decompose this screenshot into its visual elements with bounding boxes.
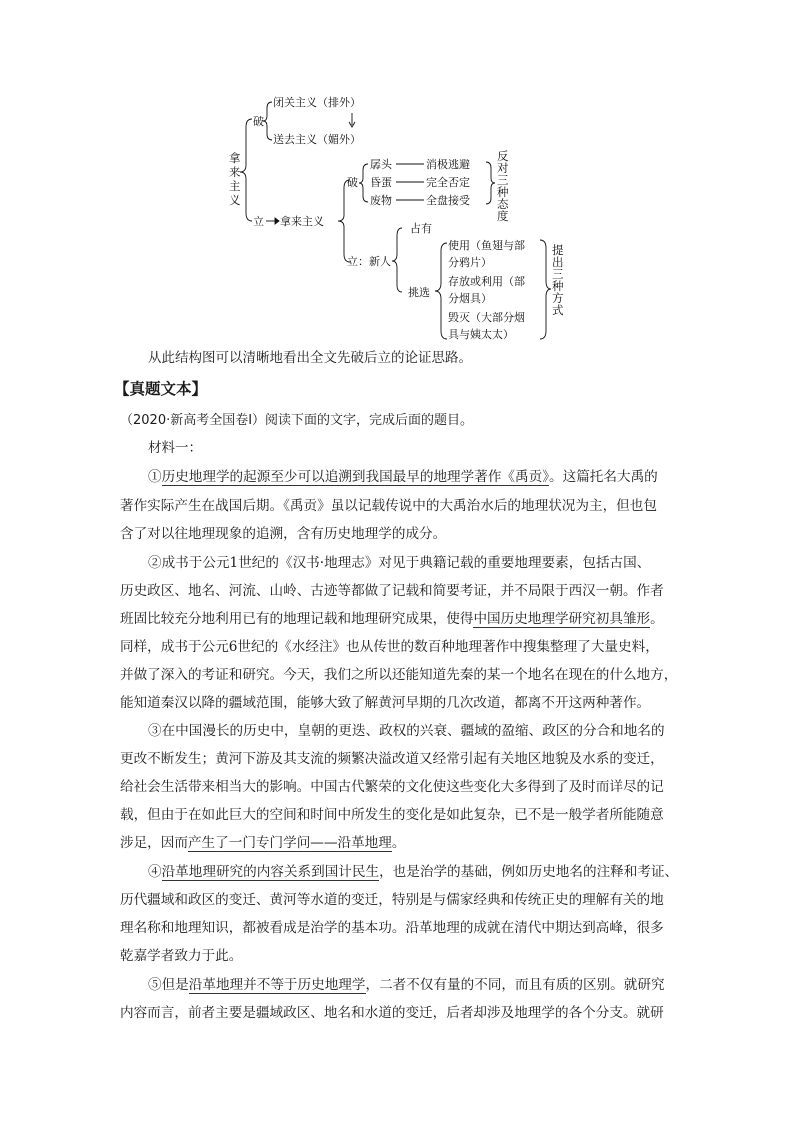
- root-char-4: 义: [229, 193, 241, 207]
- ways-c6: 式: [552, 303, 564, 317]
- r2a: 昏蛋: [370, 176, 392, 189]
- ways-c3: 三: [552, 267, 564, 281]
- opt3b: 具与姨太太）: [448, 328, 514, 341]
- att-c5: 态: [497, 197, 509, 211]
- p2-line-3: [120, 613, 664, 627]
- p5-underline: 沿革地理并不等于历史地理学: [188, 977, 366, 993]
- p3-line-4: 载，但由于在如此巨大的空间和时间中所发生的变化是如此复杂，已不是一般学者所能随意: [120, 807, 664, 823]
- att-c2: 对: [497, 161, 509, 175]
- att-c6: 度: [497, 209, 509, 223]
- root-brace: [240, 119, 252, 221]
- p1-line-3: 含了对以往地理现象的追溯，含有历史地理学的成分。: [120, 526, 447, 542]
- tiaoxuan-text: 挑选: [408, 286, 430, 299]
- biguan-text: 闭关主义（排外）: [273, 96, 361, 109]
- p1-line-2: 著作实际产生在战国后期。《禹贡》虽以记载传说中的大禹治水后的地理状况为主，但也包: [120, 498, 657, 514]
- nalai-brace: [338, 180, 350, 262]
- source-line: （2020·新高考全国卷Ⅰ）阅读下面的文字，完成后面的题目。: [120, 413, 474, 428]
- p2-line-5: 并做了深入的考证和研究。今天，我们之所以还能知道先秦的某一个地名在现在的什么地方，: [120, 667, 678, 683]
- material-label: 材料一：: [148, 440, 202, 456]
- po2-brace: [359, 164, 368, 202]
- p3-line-5: [120, 837, 405, 851]
- r1b: 消极逃避: [426, 158, 470, 171]
- p1-line-1: [148, 471, 658, 485]
- att-c1: 反: [497, 149, 509, 163]
- ways-c5: 方: [552, 291, 564, 305]
- li2-brace: [392, 228, 402, 292]
- p3-underline: 产生了一门专门学问——沿革地理: [187, 835, 392, 851]
- li-arrow-icon: [275, 218, 279, 224]
- opt2a: 存放或利用（部: [448, 275, 525, 288]
- p3-line-3: 给社会生活带来相当大的影响。中国古代繁荣的文化使这些变化大多得到了及时而详尽的记: [120, 779, 664, 795]
- p2-line-1: ②成书于公元1世纪的《汉书·地理志》对见于典籍记载的重要地理要素，包括古国、: [148, 555, 651, 571]
- p4-num: ④: [148, 864, 162, 880]
- p5-line-2: 内容而言，前者主要是疆域政区、地名和水道的变迁，后者却涉及地理学的各个分支。就研: [120, 1005, 664, 1021]
- p2-line-6: 能知道秦汉以降的疆域范围，能够大致了解黄河早期的几次改道，都离不开这两种著作。: [120, 695, 651, 711]
- songqu-text: 送去主义（媚外）: [273, 133, 361, 146]
- ways-c2: 出: [552, 255, 564, 269]
- root-char-1: 拿: [229, 151, 241, 165]
- ways-c1: 提: [552, 243, 564, 257]
- p3-l5-post: 。: [391, 835, 406, 851]
- po-brace: [263, 102, 272, 140]
- p1-num: ①: [148, 469, 162, 485]
- li2-label: 立：新人: [347, 255, 391, 268]
- root-char-3: 主: [229, 179, 241, 193]
- opt1a: 使用（鱼翅与部: [448, 239, 525, 252]
- p5-rest: ，二者不仅有量的不同，而且有质的区别。就研究: [365, 977, 665, 993]
- att-c4: 种: [497, 185, 509, 199]
- p5-line-1: [148, 979, 665, 993]
- p1-underline: 历史地理学的起源至少可以追溯到我国最早的地理学著作《禹贡》: [161, 469, 550, 485]
- ways-vertical: [552, 243, 564, 317]
- opt2b: 分烟具）: [448, 292, 492, 305]
- p2-line-4: 同样，成书于公元6世纪的《水经注》也从传世的数百种地理著作中搜集整理了大量史料，: [120, 639, 659, 655]
- attitude-vertical: [497, 149, 509, 223]
- p3-l5-pre: 涉足，因而: [120, 835, 188, 851]
- r1a: 孱头: [370, 158, 392, 171]
- p1-rest: 。这篇托名大禹的: [549, 469, 658, 485]
- p4-underline: 沿革地理研究的内容关系到国计民生: [161, 864, 380, 880]
- p4-rest: ，也是治学的基础，例如历史地名的注释和考证、: [379, 864, 679, 880]
- summary-text: 从此结构图可以清晰地看出全文先破后立的论证思路。: [148, 350, 472, 366]
- r2b: 完全否定: [426, 176, 470, 189]
- p4-line-1: [148, 866, 678, 880]
- nalai-text: 拿来主义: [280, 215, 324, 228]
- p3-line-2: 更改不断发生；黄河下游及其支流的频繁决溢改道又经常引起有关地区地貌及水系的变迁，: [120, 751, 664, 767]
- p2-underline: 中国历史地理学研究初具雏形: [473, 611, 651, 627]
- r3a: 废物: [370, 194, 392, 207]
- p5-pre: ⑤但是: [148, 977, 189, 993]
- structure-diagram: [0, 0, 794, 350]
- zhanyou-text: 占有: [410, 222, 432, 235]
- li-label: 立: [253, 215, 264, 228]
- opt3a: 毁灭（大部分烟: [448, 311, 525, 324]
- p4-line-3: 理名称和地理知识，都被看成是治学的基本功。沿革地理的成就在清代中期达到高峰，很多: [120, 920, 664, 936]
- p4-line-4: 乾嘉学者致力于此。: [120, 948, 243, 964]
- att-c3: 三: [497, 173, 509, 187]
- section-heading: 【真题文本】: [114, 380, 208, 398]
- opt1b: 分鸦片）: [448, 256, 492, 269]
- p3-line-1: ③在中国漫长的历史中，皇朝的更迭、政权的兴衰、疆域的盈缩、政区的分合和地名的: [148, 723, 665, 739]
- po2-label: 破: [347, 176, 358, 189]
- p4-line-2: 历代疆域和政区的变迁、黄河等水道的变迁，特别是与儒家经典和传统正史的理解有关的地: [120, 892, 664, 908]
- po-label: 破: [253, 115, 264, 128]
- attitude-brace: [486, 162, 495, 204]
- ways-brace: [540, 240, 551, 339]
- r3b: 全盘接受: [426, 194, 470, 207]
- root-char-2: 来: [229, 165, 241, 179]
- p2-l3-post: 。: [650, 611, 664, 627]
- ways-c4: 种: [552, 279, 564, 293]
- p2-line-2: 历史政区、地名、河流、山岭、古迹等都做了记载和简要考证，并不局限于西汉一朝。作者: [120, 583, 664, 599]
- tiaoxuan-brace: [435, 243, 447, 339]
- p2-l3-pre: 班固比较充分地利用已有的地理记载和地理研究成果，使得: [120, 611, 474, 627]
